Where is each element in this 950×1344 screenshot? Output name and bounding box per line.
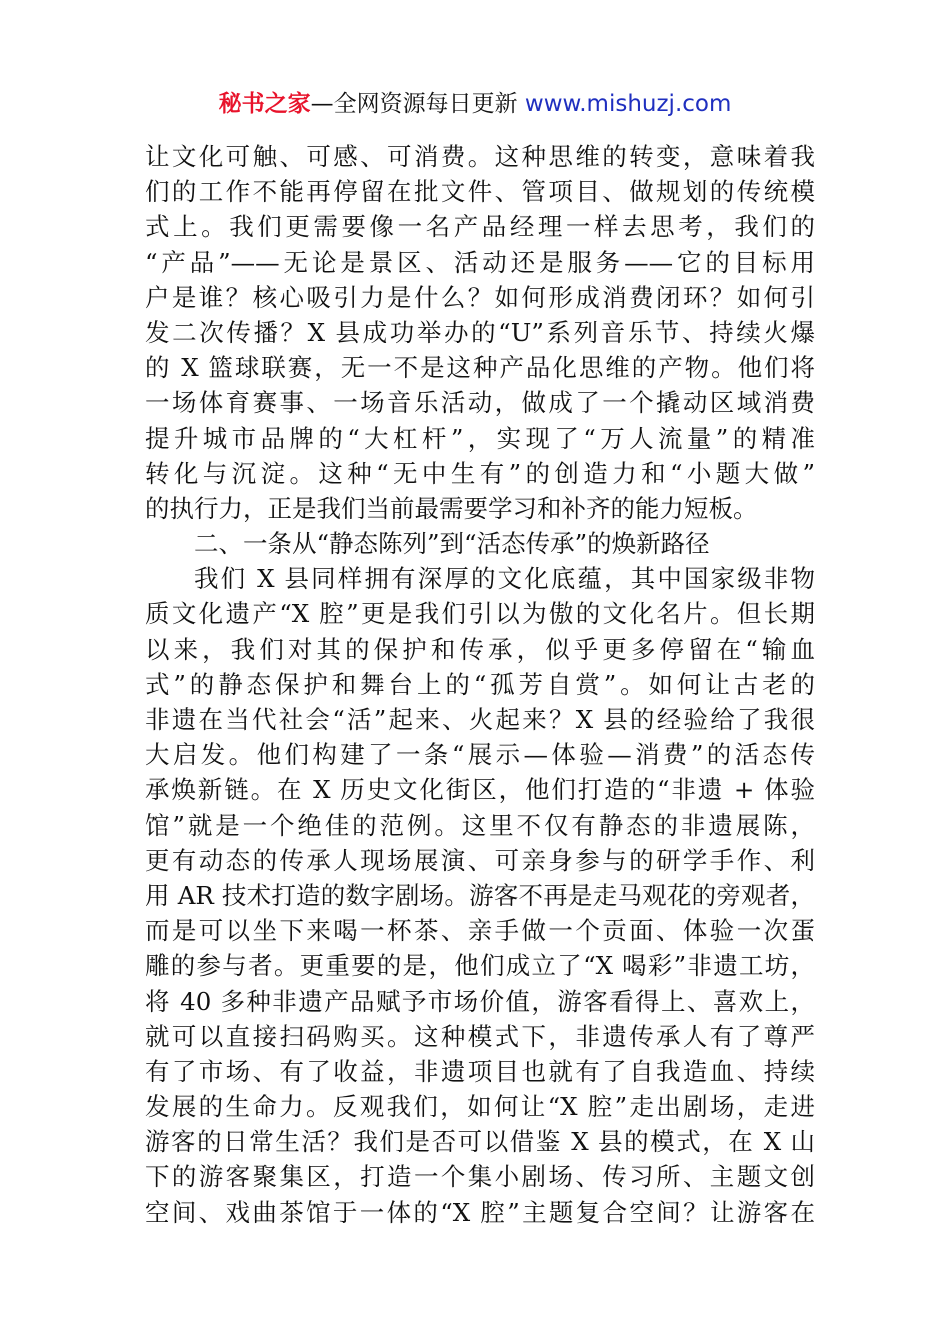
text-line: 让文化可触、可感、可消费。这种思维的转变，意味着我 xyxy=(145,142,815,171)
text-line: 一场体育赛事、一场音乐活动，做成了一个撬动区域消费 xyxy=(145,388,815,418)
text-line: 发二次传播？X 县成功举办的“U”系列音乐节、持续火爆 xyxy=(145,317,815,347)
text-line: 下的游客聚集区，打造一个集小剧场、传习所、主题文创 xyxy=(145,1162,815,1192)
text-line: 雕的参与者。更重要的是，他们成立了“X 喝彩”非遗工坊， xyxy=(145,951,815,981)
site-name: 秘书之家 xyxy=(218,91,311,117)
document-body xyxy=(145,139,815,1230)
text-line: 质文化遗产“X 腔”更是我们引以为傲的文化名片。但长期 xyxy=(145,599,815,629)
section-heading: 二、一条从“静态陈列”到“活态传承”的焕新路径 xyxy=(194,529,710,559)
text-line: 承焕新链。在 X 历史文化街区，他们打造的“非遗 + 体验 xyxy=(145,775,815,805)
site-url-link[interactable]: www.mishuzj.com xyxy=(524,91,732,117)
text-line: 有了市场、有了收益，非遗项目也就有了自我造血、持续 xyxy=(145,1056,815,1086)
text-line: 将 40 多种非遗产品赋予市场价值，游客看得上、喜欢上， xyxy=(145,986,815,1016)
text-line: 大启发。他们构建了一条“展示—体验—消费”的活态传 xyxy=(145,740,815,770)
text-line: 式”的静态保护和舞台上的“孤芳自赏”。如何让古老的 xyxy=(145,669,815,699)
text-line: 我们 X 县同样拥有深厚的文化底蕴，其中国家级非物 xyxy=(194,564,815,594)
text-line: 户是谁？核心吸引力是什么？如何形成消费闭环？如何引 xyxy=(145,282,815,312)
text-line: 提升城市品牌的“大杠杆”，实现了“万人流量”的精准 xyxy=(145,423,815,453)
text-line: 们的工作不能再停留在批文件、管项目、做规划的传统模 xyxy=(145,177,815,207)
text-line: 空间、戏曲茶馆于一体的“X 腔”主题复合空间？让游客在 xyxy=(145,1197,815,1227)
site-slogan: —全网资源每日更新 xyxy=(310,91,518,117)
text-line: 就可以直接扫码购买。这种模式下，非遗传承人有了尊严 xyxy=(145,1021,815,1051)
text-line: 游客的日常生活？我们是否可以借鉴 X 县的模式，在 X 山 xyxy=(145,1127,815,1157)
text-line: 转化与沉淀。这种“无中生有”的创造力和“小题大做” xyxy=(145,458,815,488)
text-line: 用 AR 技术打造的数字剧场。游客不再是走马观花的旁观者， xyxy=(145,880,815,910)
text-line: 而是可以坐下来喝一杯茶、亲手做一个贡面、体验一次蛋 xyxy=(145,916,815,946)
text-line: 的执行力，正是我们当前最需要学习和补齐的能力短板。 xyxy=(145,493,758,523)
text-line: 馆”就是一个绝佳的范例。这里不仅有静态的非遗展陈， xyxy=(145,810,815,840)
text-line: 更有动态的传承人现场展演、可亲身参与的研学手作、利 xyxy=(145,845,815,875)
text-line: 式上。我们更需要像一名产品经理一样去思考，我们的 xyxy=(145,212,815,242)
text-line: 非遗在当代社会“活”起来、火起来？X 县的经验给了我很 xyxy=(145,705,815,734)
text-line: “产品”——无论是景区、活动还是服务——它的目标用 xyxy=(145,247,815,277)
page-header xyxy=(0,88,950,120)
text-line: 以来，我们对其的保护和传承，似乎更多停留在“输血 xyxy=(145,634,815,664)
text-line: 发展的生命力。反观我们，如何让“X 腔”走出剧场，走进 xyxy=(145,1092,815,1122)
text-line: 的 X 篮球联赛，无一不是这种产品化思维的产物。他们将 xyxy=(145,353,815,383)
